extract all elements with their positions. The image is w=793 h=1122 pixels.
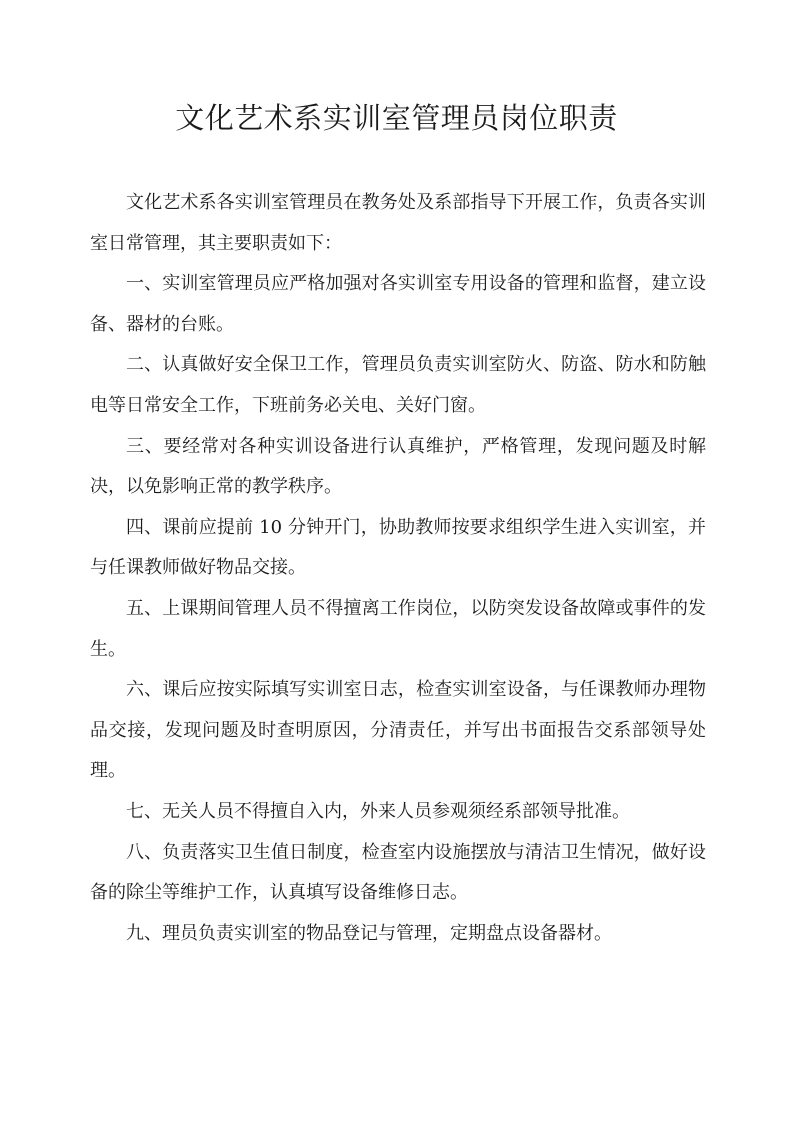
duty-item-3: 三、要经常对各种实训设备进行认真维护，严格管理，发现问题及时解决，以免影响正常的教学秩序。 xyxy=(90,435,706,498)
duty-item-2: 二、认真做好安全保卫工作，管理员负责实训室防火、防盗、防水和防触电等日常安全工作，下班前务必关电、关好门窗。 xyxy=(90,354,706,416)
duty-item-1: 一、实训室管理员应严格加强对各实训室专用设备的管理和监督，建立设备、器材的台账。 xyxy=(90,273,706,335)
document-body xyxy=(90,183,706,954)
duty-item-8: 八、负责落实卫生值日制度，检查室内设施摆放与清洁卫生情况，做好设备的除尘等维护工作，认真填写设备维修日志。 xyxy=(90,841,706,904)
duty-item-7: 七、无关人员不得擅自入内，外来人员参观须经系部领导批准。 xyxy=(126,800,630,822)
duty-item-9: 九、理员负责实训室的物品登记与管理，定期盘点设备器材。 xyxy=(126,922,612,944)
duty-item-6: 六、课后应按实际填写实训室日志，检查实训室设备，与任课教师办理物品交接，发现问题及时查明原因，分清责任，并写出书面报告交系部领导处理。 xyxy=(90,679,706,782)
duty-item-5: 五、上课期间管理人员不得擅离工作岗位，以防突发设备故障或事件的发生。 xyxy=(90,597,706,660)
duty-item-4: 四、课前应提前 10 分钟开门，协助教师按要求组织学生进入实训室，并与任课教师做好物品交接。 xyxy=(90,516,706,579)
document-title: 文化艺术系实训室管理员岗位职责 xyxy=(175,101,618,135)
intro-paragraph: 文化艺术系各实训室管理员在教务处及系部指导下开展工作，负责各实训室日常管理，其主要职责如下： xyxy=(90,192,706,254)
